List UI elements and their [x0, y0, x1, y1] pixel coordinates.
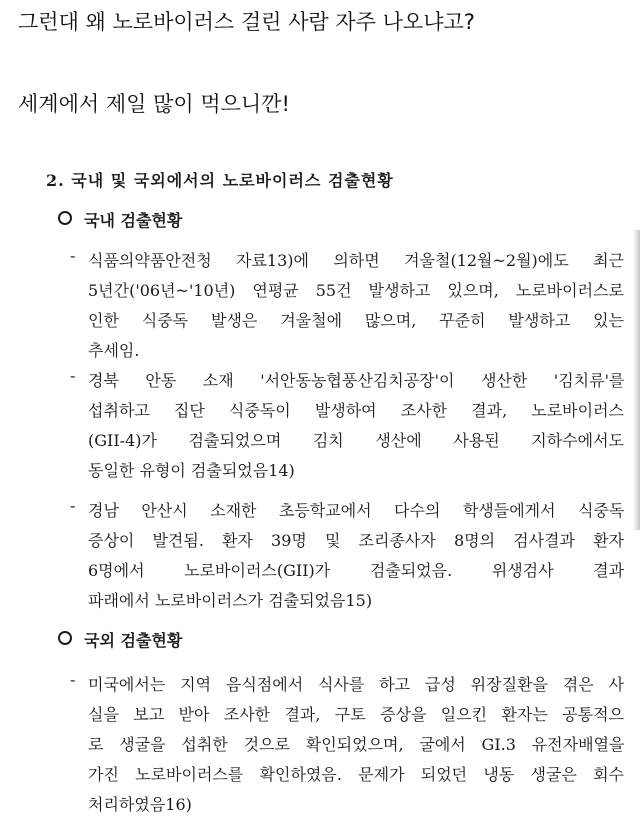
post-text-line-1: 그런대 왜 노로바이러스 걸린 사람 자주 나오냐고?: [18, 10, 475, 34]
text-line: 6명에서 노로바이러스(GII)가 검출되었음. 위생검사 결과: [88, 561, 625, 580]
foreign-heading: [58, 628, 182, 651]
text-line: 가진 노로바이러스를 확인하였음. 문제가 되었던 냉동 생굴은 회수: [88, 765, 625, 784]
text-line: 인한 식중독 발생은 겨울철에 많으며, 꾸준히 발생하고 있는: [88, 311, 624, 330]
text-line: 섭취하고 집단 식중독이 발생하여 조사한 결과, 노로바이러스: [88, 401, 625, 420]
section-title: 2. 국내 및 국외에서의 노로바이러스 검출현황: [46, 171, 394, 190]
text-line: 미국에서는 지역 음식점에서 식사를 하고 급성 위장질환을 겪은 사: [88, 675, 625, 694]
text-line: 증상이 발견됨. 환자 39명 및 조리종사자 8명의 검사결과 환자: [88, 531, 624, 550]
text-line: 경남 안산시 소재한 초등학교에서 다수의 학생들에게서 식중독: [88, 501, 625, 520]
text-line: 실을 보고 받아 조사한 결과, 구토 증상을 일으킨 환자는 공통적으: [88, 705, 624, 724]
scanned-document: [0, 150, 640, 836]
text-line: 파래에서 노로바이러스가 검출되었음15): [88, 591, 373, 610]
text-line: 식품의약품안전청 자료13)에 의하면 겨울철(12월~2월)에도 최근: [88, 251, 624, 270]
dash-bullet-icon: -: [70, 670, 76, 689]
text-line: 로 생굴을 섭취한 것으로 확인되었으며, 굴에서 GI.3 유전자배열을: [88, 735, 625, 754]
dash-bullet-icon: -: [70, 246, 76, 265]
post-text-line-2: 세계에서 제일 많이 먹으니깐!: [18, 92, 290, 116]
dash-bullet-icon: -: [70, 496, 76, 515]
text-line: (GII-4)가 검출되었으며 김치 생산에 사용된 지하수에서도: [88, 431, 624, 450]
text-line: 5년간('06년~'10년) 연평균 55건 발생하고 있으며, 노로바이러스로: [88, 281, 624, 300]
foreign-heading-label: 국외 검출현황: [84, 631, 183, 650]
circle-bullet-icon: [58, 211, 72, 225]
text-line: 경북 안동 소재 '서안동농협풍산김치공장'이 생산한 '김치류'를: [88, 371, 625, 390]
dash-bullet-icon: -: [70, 366, 76, 385]
domestic-heading: [58, 208, 182, 231]
text-line: 추세임.: [88, 341, 140, 360]
domestic-heading-label: 국내 검출현황: [84, 211, 183, 230]
page-edge-shadow: [633, 230, 640, 530]
text-line: 처리하였음16): [88, 795, 192, 814]
circle-bullet-icon: [58, 631, 72, 645]
text-line: 동일한 유형이 검출되었음14): [88, 461, 295, 480]
